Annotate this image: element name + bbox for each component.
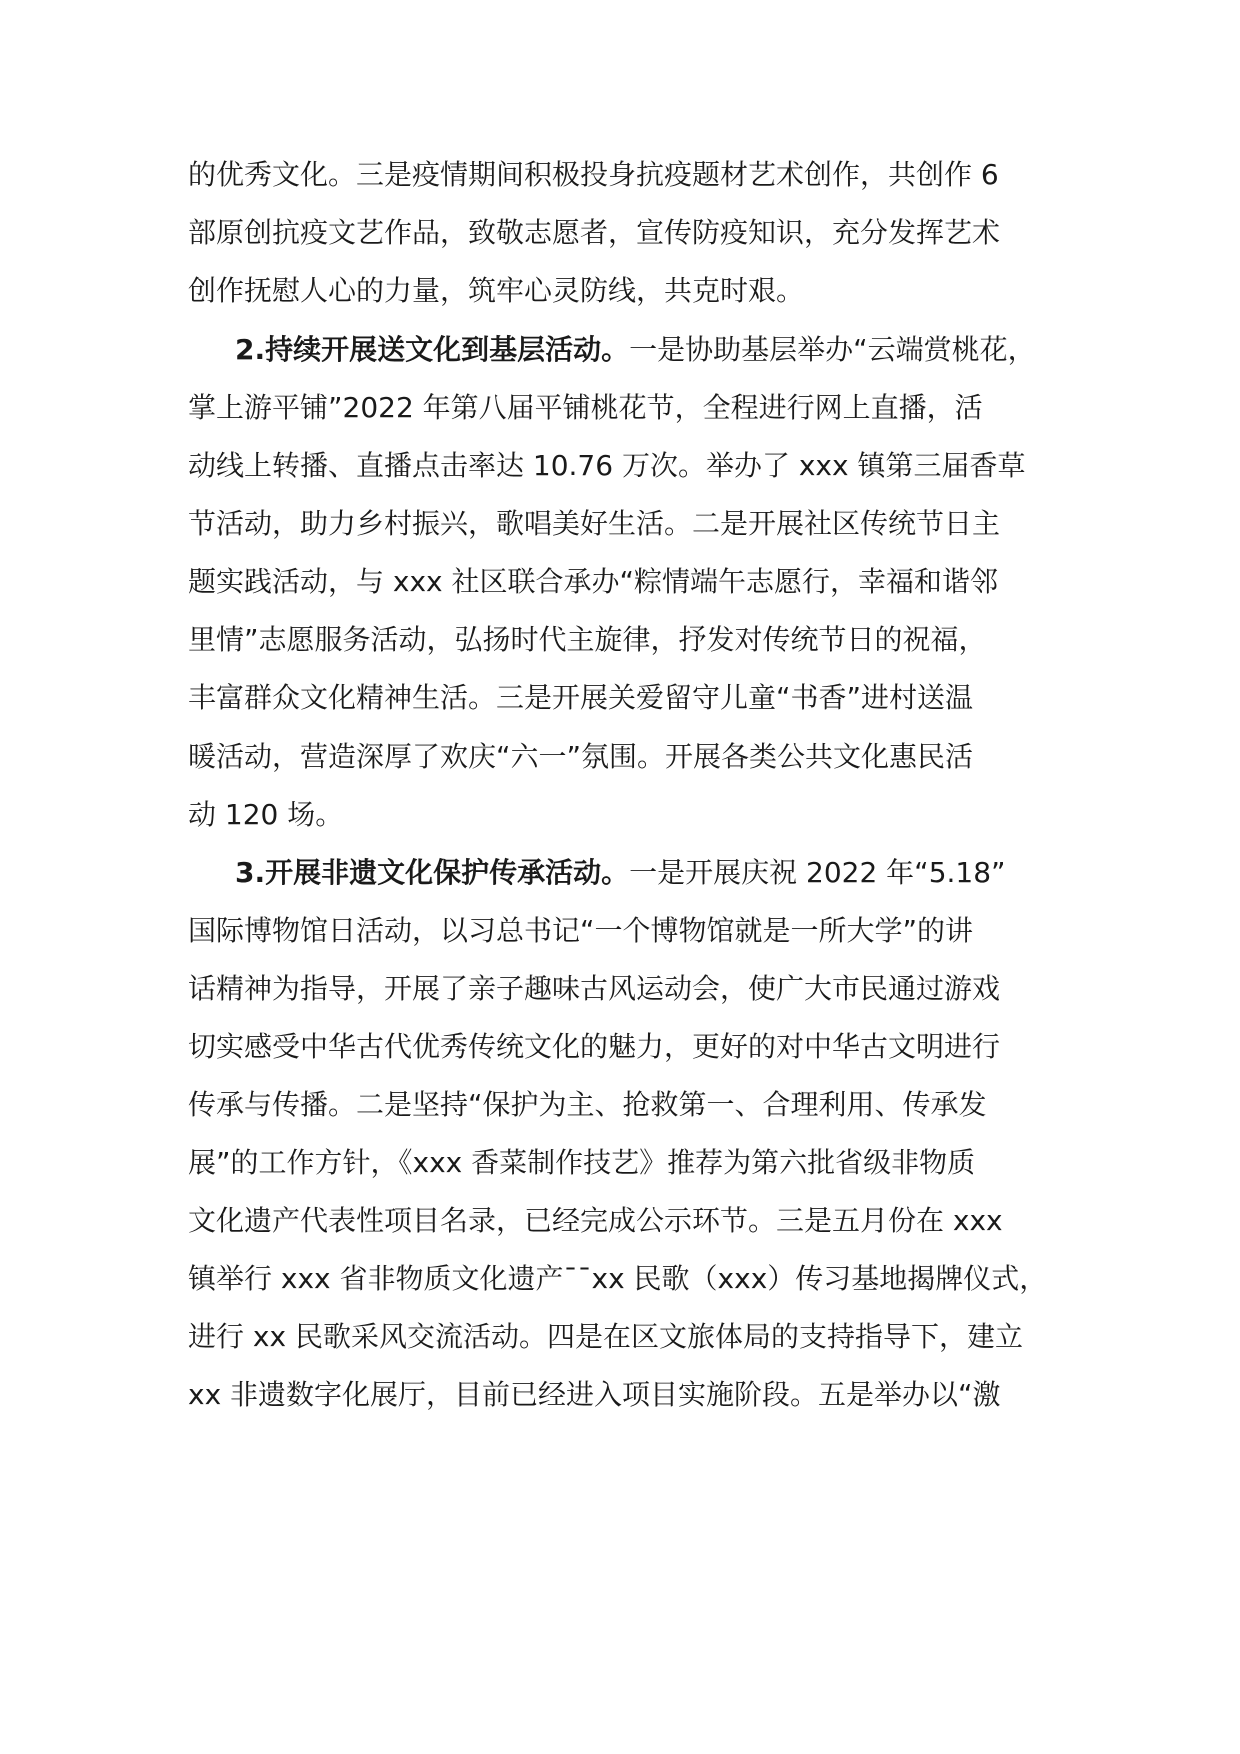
line-text: 文化遗产代表性项目名录，已经完成公示环节。三是五月份在 xxx bbox=[188, 1204, 1003, 1237]
text-line-10 bbox=[188, 678, 973, 718]
line-text: 丰富群众文化精神生活。三是开展关爱留守儿童“书香”进村送温 bbox=[188, 681, 974, 714]
text-line-7 bbox=[188, 504, 1000, 544]
text-line-15 bbox=[188, 969, 1000, 1009]
line-text: 动线上转播、直播点击率达 10.76 万次。举办了 xxx 镇第三届香草 bbox=[188, 449, 1026, 482]
text-line-4 bbox=[235, 330, 1036, 370]
line-text: 节活动，助力乡村振兴，歌唱美好生活。二是开展社区传统节日主 bbox=[188, 507, 1001, 540]
text-line-5 bbox=[188, 388, 983, 428]
section-heading-3: 3.开展非遗文化保护传承活动。 bbox=[235, 856, 630, 889]
text-line-8 bbox=[188, 562, 998, 602]
line-text: 切实感受中华古代优秀传统文化的魅力，更好的对中华古文明进行 bbox=[188, 1030, 1001, 1063]
text-line-14 bbox=[188, 911, 973, 951]
text-line-13 bbox=[235, 853, 1006, 893]
text-line-11 bbox=[188, 737, 973, 777]
line-text: 部原创抗疫文艺作品，致敬志愿者，宣传防疫知识，充分发挥艺术 bbox=[188, 216, 1001, 249]
line-text: 国际博物馆日活动，以习总书记“一个博物馆就是一所大学”的讲 bbox=[188, 914, 974, 947]
text-line-16 bbox=[188, 1027, 1000, 1067]
line-text: 里情”志愿服务活动，弘扬时代主旋律，抒发对传统节日的祝福， bbox=[188, 623, 987, 656]
text-line-19 bbox=[188, 1201, 1003, 1241]
text-line-21 bbox=[188, 1317, 1023, 1357]
text-line-2 bbox=[188, 213, 1000, 253]
line-text: 进行 xx 民歌采风交流活动。四是在区文旅体局的支持指导下，建立 bbox=[188, 1320, 1023, 1353]
line-text: 一是协助基层举办“云端赏桃花， bbox=[629, 333, 1036, 366]
text-line-20 bbox=[188, 1259, 1047, 1299]
text-line-12 bbox=[188, 795, 343, 835]
text-line-1 bbox=[188, 155, 999, 195]
line-text: 展”的工作方针，《xxx 香菜制作技艺》推荐为第六批省级非物质 bbox=[188, 1146, 976, 1179]
section-heading-2: 2.持续开展送文化到基层活动。 bbox=[235, 333, 630, 366]
line-text: 话精神为指导，开展了亲子趣味古风运动会，使广大市民通过游戏 bbox=[188, 972, 1001, 1005]
text-line-9 bbox=[188, 620, 987, 660]
text-line-6 bbox=[188, 446, 1025, 486]
line-text: 暖活动，营造深厚了欢庆“六一”氛围。开展各类公共文化惠民活 bbox=[188, 740, 974, 773]
text-line-18 bbox=[188, 1143, 975, 1183]
line-text: 题实践活动，与 xxx 社区联合承办“粽情端午志愿行，幸福和谐邻 bbox=[188, 565, 999, 598]
line-text: 掌上游平铺”2022 年第八届平铺桃花节，全程进行网上直播，活 bbox=[188, 391, 983, 424]
line-text: 镇举行 xxx 省非物质文化遗产¯¯xx 民歌（xxx）传习基地揭牌仪式， bbox=[188, 1262, 1048, 1295]
text-line-3 bbox=[188, 271, 804, 311]
line-text: 传承与传播。二是坚持“保护为主、抢救第一、合理利用、传承发 bbox=[188, 1088, 987, 1121]
text-line-22 bbox=[188, 1375, 1001, 1415]
line-text: 的优秀文化。三是疫情期间积极投身抗疫题材艺术创作，共创作 6 bbox=[188, 158, 999, 191]
line-text: 动 120 场。 bbox=[188, 798, 344, 831]
text-line-17 bbox=[188, 1085, 987, 1125]
line-text: 一是开展庆祝 2022 年“5.18” bbox=[629, 856, 1006, 889]
line-text: xx 非遗数字化展厅，目前已经进入项目实施阶段。五是举办以“激 bbox=[188, 1378, 1001, 1411]
line-text: 创作抚慰人心的力量，筑牢心灵防线，共克时艰。 bbox=[188, 274, 805, 307]
